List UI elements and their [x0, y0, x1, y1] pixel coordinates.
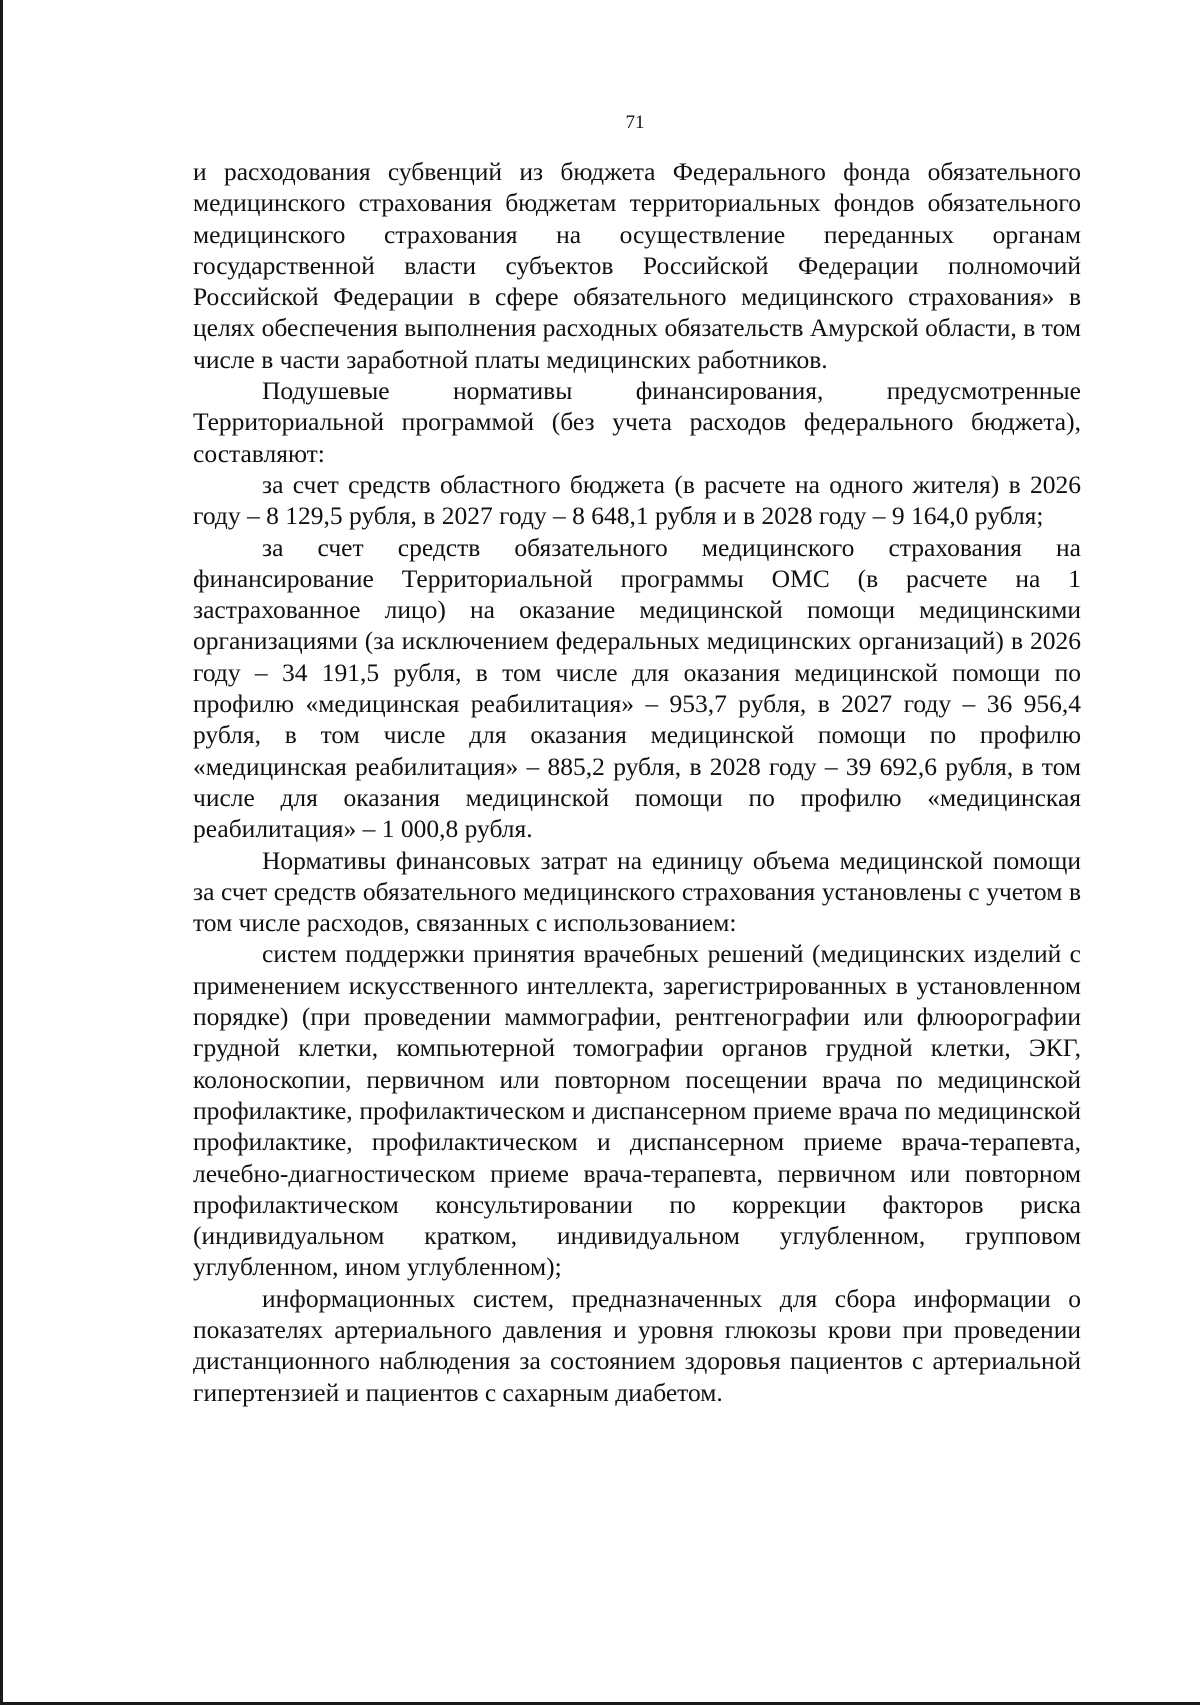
page-number: 71	[625, 112, 645, 133]
paragraph-oms-funds: за счет средств обязательного медицинского страхования на финансирование Территориальной программы ОМС (в расчете на 1 застрахованное лицо) на оказание медицинской помощи медицинскими организациями (за исключением федеральных медицинских организаций) в 2026 году – 34 191,5 рубля, в том числе для оказания медицинской помощи по профилю «медицинская реабилитация» – 953,7 рубля, в 2027 году – 36 956,4 рубля, в том числе для оказания медицинской помощи по профилю «медицинская реабилитация» – 885,2 рубля, в 2028 году – 39 692,6 рубля, в том числе для оказания медицинской помощи по профилю «медицинская реабилитация» – 1 000,8 рубля.	[193, 532, 1081, 844]
paragraph-continuation: и расходования субвенций из бюджета Федерального фонда обязательного медицинского страхования бюджетам территориальных фондов обязательного медицинского страхования на осуществление переданных органам государственной власти субъектов Российской Федерации полномочий Российской Федерации в сфере обязательного медицинского страхования» в целях обеспечения выполнения расходных обязательств Амурской области, в том числе в части заработной платы медицинских работников.	[193, 157, 1081, 374]
paragraph-cost-norms: Нормативы финансовых затрат на единицу объема медицинской помощи за счет средств обязательного медицинского страхования установлены с учетом в том числе расходов, связанных с использованием:	[193, 845, 1081, 938]
scan-edge-left	[0, 0, 3, 1705]
body-text	[193, 156, 1081, 1408]
paragraph-regional-budget: за счет средств областного бюджета (в расчете на одного жителя) в 2026 году – 8 129,5 рубля, в 2027 году – 8 648,1 рубля и в 2028 году – 9 164,0 рубля;	[193, 469, 1081, 531]
paragraph-decision-support-systems: систем поддержки принятия врачебных решений (медицинских изделий с применением искусственного интеллекта, зарегистрированных в установленном порядке) (при проведении маммографии, рентгенографии или флюорографии грудной клетки, компьютерной томографии органов грудной клетки, ЭКГ, колоноскопии, первичном или повторном посещении врача по медицинской профилактике, профилактическом и диспансерном приеме врача по медицинской профилактике, профилактическом и диспансерном приеме врача-терапевта, лечебно-диагностическом приеме врача-терапевта, первичном или повторном профилактическом консультировании по коррекции факторов риска (индивидуальном кратком, индивидуальном углубленном, групповом углубленном, ином углубленном);	[193, 939, 1081, 1282]
paragraph-per-capita-norms: Подушевые нормативы финансирования, предусмотренные Территориальной программой (без учета расходов федерального бюджета), составляют:	[193, 376, 1081, 468]
paragraph-information-systems: информационных систем, предназначенных для сбора информации о показателях артериального давления и уровня глюкозы крови при проведении дистанционного наблюдения за состоянием здоровья пациентов с артериальной гипертензией и пациентов с сахарным диабетом.	[193, 1283, 1081, 1407]
